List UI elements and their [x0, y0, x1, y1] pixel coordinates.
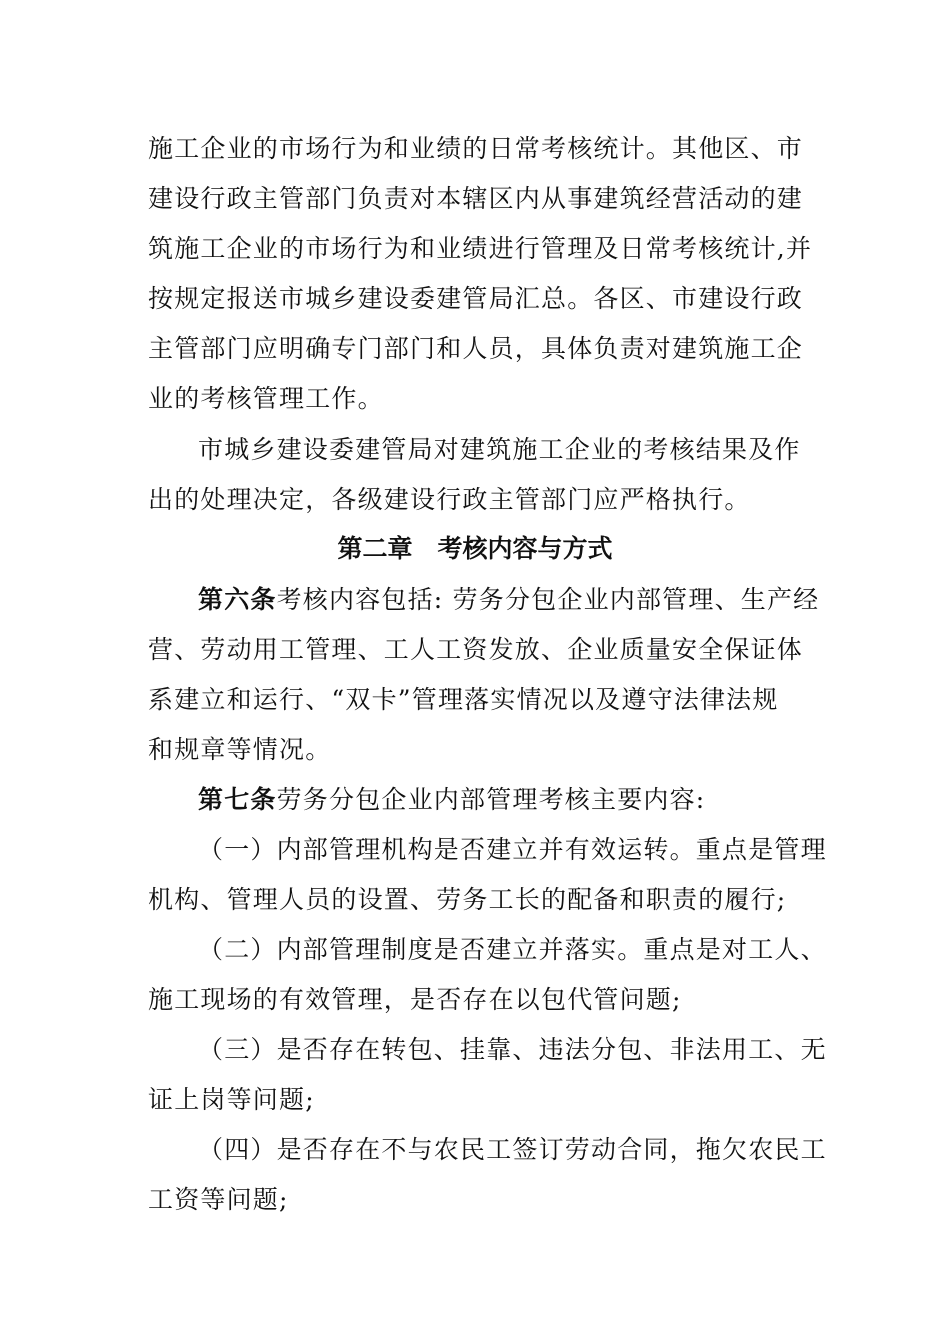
- text-line: 筑施工企业的市场行为和业绩进行管理及日常考核统计,并: [148, 234, 813, 263]
- article-6-label: 第六条: [198, 585, 277, 614]
- list-item-1-line-2: 机构、管理人员的设置、劳务工长的配备和职责的履行;: [148, 885, 787, 914]
- text-line: 主管部门应明确专门部门和人员，具体负责对建筑施工企: [148, 334, 804, 363]
- article-7-text: 劳务分包企业内部管理考核主要内容:: [276, 785, 706, 814]
- article-7-first-line: [198, 783, 705, 817]
- list-item-2-line-2: 施工现场的有效管理，是否存在以包代管问题;: [148, 985, 682, 1014]
- text-line: 建设行政主管部门负责对本辖区内从事建筑经营活动的建: [148, 184, 804, 213]
- list-item-2-line-1: （二）内部管理制度是否建立并落实。重点是对工人、: [198, 935, 827, 964]
- text-line: 系建立和运行、“双卡”管理落实情况以及遵守法律法规: [148, 685, 779, 714]
- list-item-3-line-1: （三）是否存在转包、挂靠、违法分包、非法用工、无: [198, 1035, 827, 1064]
- text-line: 业的考核管理工作。: [148, 384, 384, 413]
- article-6-first-line: [198, 583, 819, 617]
- list-item-4-line-2: 工资等问题;: [148, 1185, 289, 1214]
- text-line: 市城乡建设委建管局对建筑施工企业的考核结果及作: [198, 435, 801, 464]
- chapter-heading: 第二章 考核内容与方式: [337, 534, 613, 563]
- article-7-label: 第七条: [198, 785, 277, 814]
- text-line: 出的处理决定，各级建设行政主管部门应严格执行。: [148, 485, 751, 514]
- article-6-text: 考核内容包括: 劳务分包企业内部管理、生产经: [276, 585, 820, 614]
- list-item-4-line-1: （四）是否存在不与农民工签订劳动合同，拖欠农民工: [198, 1135, 827, 1164]
- text-line: 施工企业的市场行为和业绩的日常考核统计。其他区、市: [148, 134, 804, 163]
- text-line: 按规定报送市城乡建设委建管局汇总。各区、市建设行政: [148, 284, 804, 313]
- text-line: 和规章等情况。: [148, 735, 332, 764]
- list-item-1-line-1: （一）内部管理机构是否建立并有效运转。重点是管理: [198, 835, 827, 864]
- text-line: 营、劳动用工管理、工人工资发放、企业质量安全保证体: [148, 635, 804, 664]
- list-item-3-line-2: 证上岗等问题;: [148, 1085, 315, 1114]
